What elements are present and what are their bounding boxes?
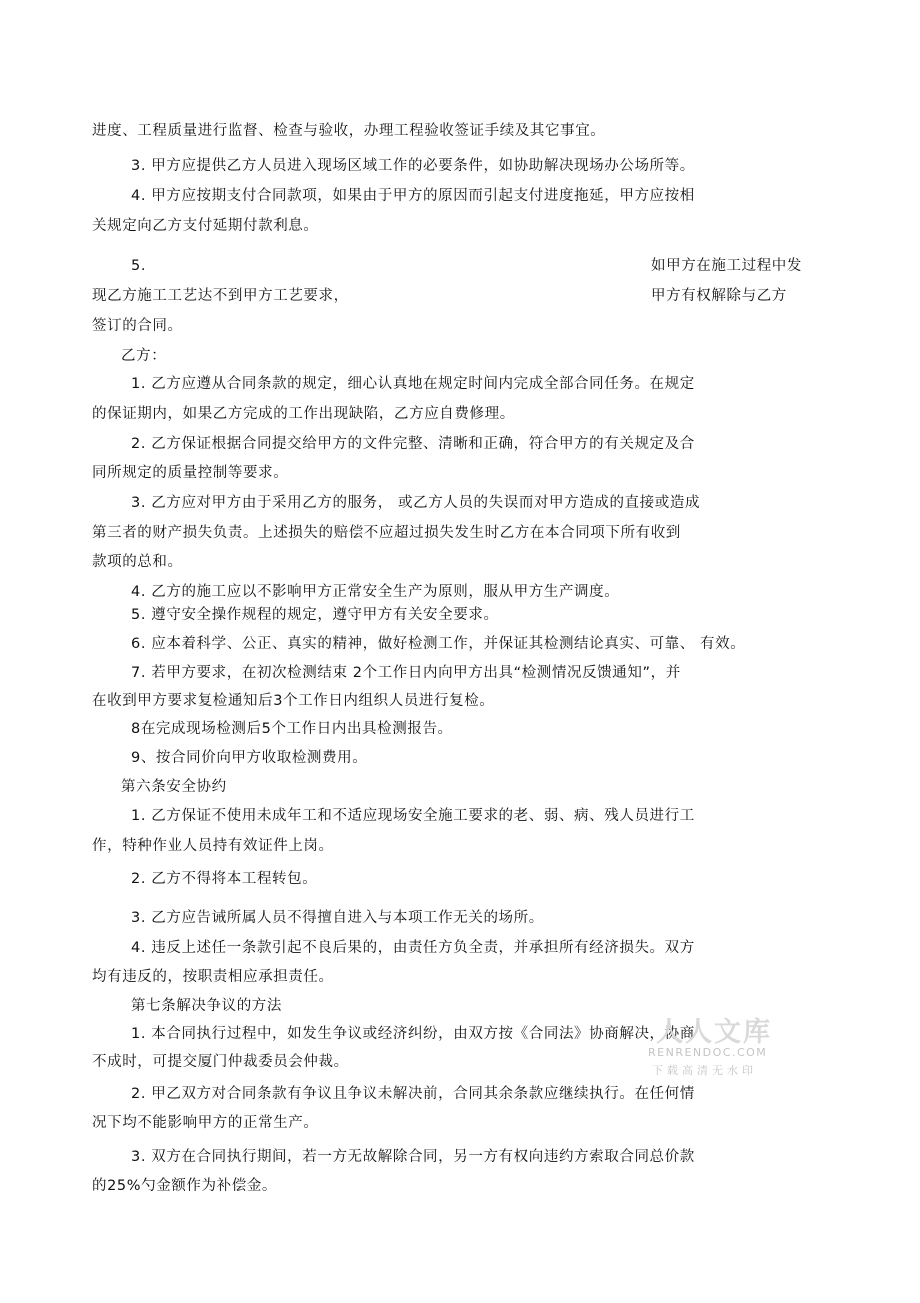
section-heading: 乙方： — [121, 348, 167, 364]
text-line: 如甲方在施工过程中发 — [651, 258, 802, 274]
text-line: 4. 违反上述任一条款引起不良后果的，由责任方负全责，并承担所有经济损失。双方 — [131, 940, 695, 956]
text-line: 4. 甲方应按期支付合同款项，如果由于甲方的原因而引起支付进度拖延，甲方应按相 — [131, 188, 695, 204]
text-line: 4. 乙方的施工应以不影响甲方正常安全生产为原则，服从甲方生产调度。 — [131, 584, 620, 600]
watermark-tagline: 下载高清无水印 — [652, 1064, 757, 1077]
text-line: 3. 乙方应对甲方由于采用乙方的服务， 或乙方人员的失误而对甲方造成的直接或造成 — [131, 495, 701, 511]
section-heading: 第七条解决争议的方法 — [131, 998, 282, 1014]
text-line: 9、按合同价向甲方收取检测费用。 — [131, 750, 368, 766]
text-line: 1. 乙方应遵从合同条款的规定，细心认真地在规定时间内完成全部合同任务。在规定 — [131, 376, 695, 392]
text-line: 进度、工程质量进行监督、检查与验收，办理工程验收签证手续及其它事宜。 — [92, 123, 606, 139]
text-line: 7. 若甲方要求，在初次检测结束 2个工作日内向甲方出具“检测情况反馈通知”，并 — [131, 665, 681, 681]
text-line: 在收到甲方要求复检通知后3个工作日内组织人员进行复检。 — [92, 693, 495, 709]
text-line: 5. — [131, 258, 147, 274]
text-line: 甲方有权解除与乙方 — [651, 288, 787, 304]
text-line: 5. 遵守安全操作规程的规定，遵守甲方有关安全要求。 — [131, 607, 499, 623]
text-line: 8在完成现场检测后5个工作日内出具检测报告。 — [131, 721, 453, 737]
section-heading: 第六条安全协约 — [121, 779, 227, 795]
text-line: 6. 应本着科学、公正、真实的精神，做好检测工作，并保证其检测结论真实、可靠、 有效。 — [131, 636, 746, 652]
text-line: 的保证期内，如果乙方完成的工作出现缺陷，乙方应自费修理。 — [92, 406, 515, 422]
text-line: 均有违反的，按职责相应承担责任。 — [92, 969, 334, 985]
text-line: 3. 乙方应告诫所属人员不得擅自进入与本项工作无关的场所。 — [131, 910, 544, 926]
text-line: 同所规定的质量控制等要求。 — [92, 465, 289, 481]
text-line: 2. 乙方保证根据合同提交给甲方的文件完整、清晰和正确，符合甲方的有关规定及合 — [131, 436, 695, 452]
watermark-logo: 人人文库 — [656, 1017, 772, 1048]
text-line: 现乙方施工工艺达不到甲方工艺要求， — [92, 288, 349, 304]
text-line: 1. 乙方保证不使用未成年工和不适应现场安全施工要求的老、弱、病、残人员进行工 — [131, 808, 695, 824]
text-line: 3. 双方在合同执行期间，若一方无故解除合同，另一方有权向违约方索取合同总价款 — [131, 1149, 695, 1165]
text-line: 的25%勺金额作为补偿金。 — [92, 1178, 278, 1194]
watermark — [640, 1010, 780, 1082]
text-line: 2. 甲乙双方对合同条款有争议且争议未解决前，合同其余条款应继续执行。在任何情 — [131, 1086, 695, 1102]
text-line: 3. 甲方应提供乙方人员进入现场区域工作的必要条件，如协助解决现场办公场所等。 — [131, 158, 695, 174]
text-line: 2. 乙方不得将本工程转包。 — [131, 871, 318, 887]
text-line: 第三者的财产损失负责。上述损失的赔偿不应超过损失发生时乙方在本合同项下所有收到 — [92, 525, 681, 541]
text-line: 不成时，可提交厦门仲裁委员会仲裁。 — [92, 1054, 349, 1070]
text-line: 关规定向乙方支付延期付款利息。 — [92, 218, 319, 234]
text-line: 作，特种作业人员持有效证件上岗。 — [92, 838, 334, 854]
text-line: 款项的总和。 — [92, 554, 183, 570]
text-line: 1. 本合同执行过程中，如发生争议或经济纠纷，由双方按《合同法》协商解决，协商 — [131, 1026, 695, 1042]
watermark-url: RENRENDOC.COM — [648, 1046, 768, 1059]
text-line: 况下均不能影响甲方的正常生产。 — [92, 1115, 319, 1131]
text-line: 签订的合同。 — [92, 318, 183, 334]
